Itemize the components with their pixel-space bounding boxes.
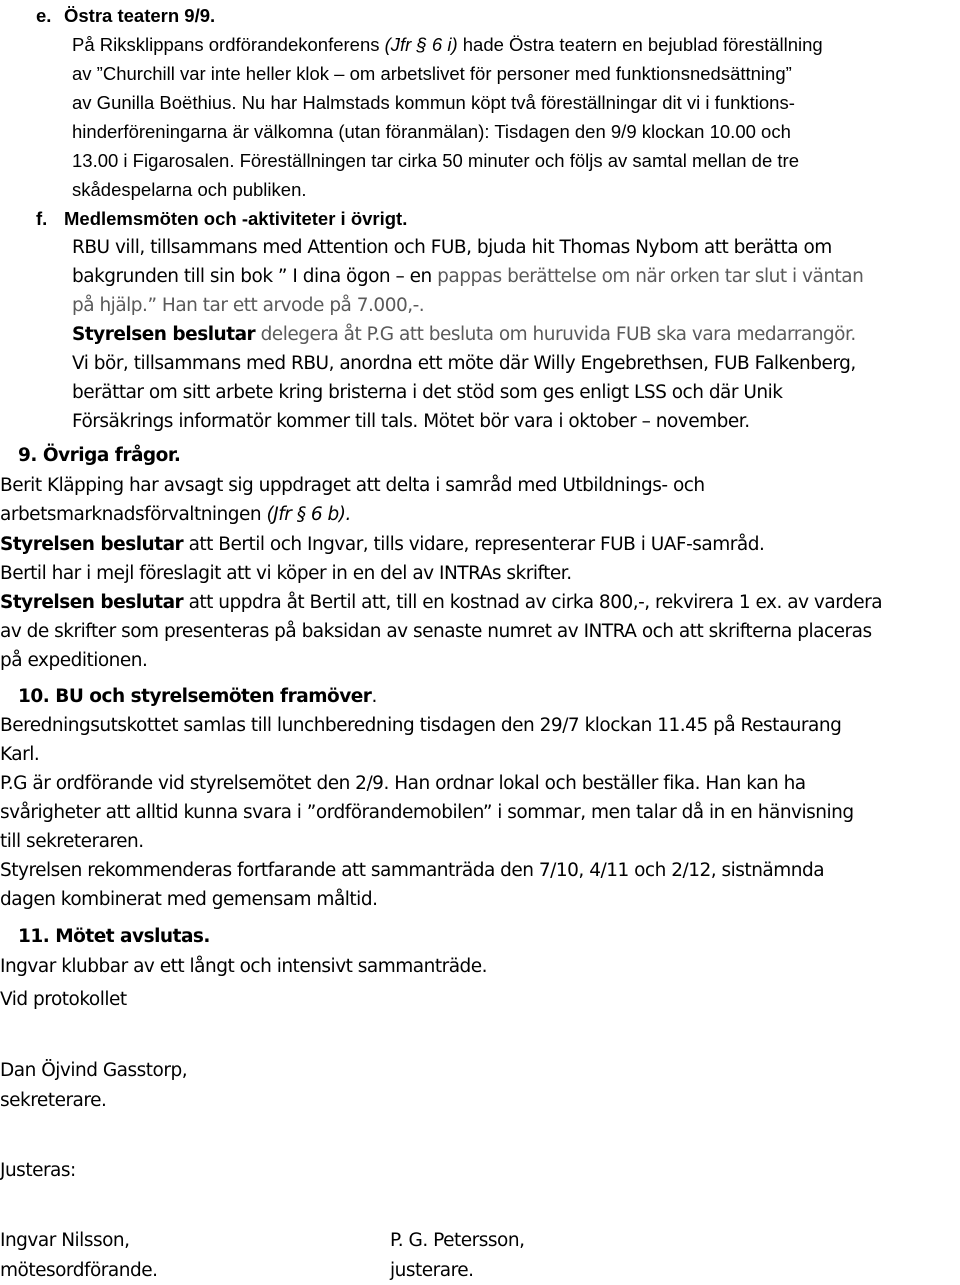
justeras-label: Justeras: (0, 1160, 76, 1181)
item-f-text: bakgrunden till sin bok ” I dina ögon – en (72, 266, 438, 287)
item-e-line-6: skådespelarna och publiken. (72, 179, 307, 200)
section-9-line-4: Bertil har i mejl föreslagit att vi köper in en del av INTRAs skrifter. (0, 563, 572, 584)
item-f-heading (36, 207, 407, 231)
item-f-text-grey: på hjälp. (72, 295, 148, 316)
item-f-marker: f. (36, 208, 48, 229)
section-9-heading (0, 444, 180, 468)
section-11-line-1: Ingvar klubbar av ett långt och intensivt sammanträde. (0, 956, 488, 977)
item-f-text-grey: delegera åt P.G att besluta om huruvida FUB ska vara medarrangör. (255, 324, 856, 345)
section-9-text: att uppdra åt Bertil att, till en kostnad av cirka 800,-, rekvirera 1 ex. av vardera (183, 592, 883, 613)
item-e-marker: e. (36, 5, 52, 26)
item-f-line-6: berättar om sitt arbete kring bristerna i det stöd som ges enligt LSS och där Unik (72, 382, 783, 403)
section-9-text: arbetsmarknadsförvaltningen (0, 504, 267, 525)
section-10-line-5: till sekreteraren. (0, 831, 144, 852)
item-f-line-3 (72, 294, 424, 318)
section-9-line-7: på expeditionen. (0, 650, 148, 671)
item-e-line-4: hinderföreningarna är välkomna (utan föranmälan): Tisdagen den 9/9 klockan 10.00 och (72, 121, 791, 142)
adjuster-role: justerare. (390, 1260, 474, 1281)
item-f-line-4 (72, 323, 856, 347)
section-10-title: BU och styrelsemöten framöver (55, 686, 372, 707)
decision-label: Styrelsen beslutar (72, 324, 256, 345)
item-e-text: På Riksklippans ordförandekonferens (72, 34, 385, 55)
section-10-line-4: svårigheter att alltid kunna svara i ”ordförandemobilen” i sommar, men talar då in en hänvisning (0, 802, 854, 823)
item-e-line-5: 13.00 i Figarosalen. Föreställningen tar cirka 50 minuter och följs av samtal mellan de tre (72, 150, 799, 171)
item-f-line-1: RBU vill, tillsammans med Attention och FUB, bjuda hit Thomas Nybom att berätta om (72, 237, 832, 258)
vid-protokollet: Vid protokollet (0, 989, 127, 1010)
item-f-text-grey: ” Han tar ett arvode på 7.000,-. (147, 295, 425, 316)
section-9-title: Övriga frågor. (42, 445, 181, 466)
item-e-text: hade Östra teatern en bejublad föreställning (457, 34, 823, 55)
section-10-line-2: Karl. (0, 744, 40, 765)
section-10-heading (0, 685, 377, 709)
section-10-marker: 10. (18, 686, 50, 707)
section-10-line-1: Beredningsutskottet samlas till lunchberedning tisdagen den 29/7 klockan 11.45 på Restaurang (0, 715, 842, 736)
section-10-line-7: dagen kombinerat med gemensam måltid. (0, 889, 378, 910)
section-9-text: att Bertil och Ingvar, tills vidare, representerar FUB i UAF-samråd. (183, 534, 765, 555)
item-e-line-2: av ”Churchill var inte heller klok – om arbetslivet för personer med funktionsnedsättning” (72, 63, 792, 84)
section-10-line-6: Styrelsen rekommenderas fortfarande att sammanträda den 7/10, 4/11 och 2/12, sistnämnda (0, 860, 825, 881)
item-e-heading (36, 4, 215, 28)
decision-label: Styrelsen beslutar (0, 534, 184, 555)
section-11-title: Mötet avslutas. (55, 926, 210, 947)
section-11-marker: 11. (18, 926, 50, 947)
section-9-line-2 (0, 503, 351, 527)
section-10-title-end: . (371, 686, 377, 707)
section-11-heading (0, 925, 210, 949)
decision-label: Styrelsen beslutar (0, 592, 184, 613)
section-9-marker: 9. (18, 445, 37, 466)
item-f-title: Medlemsmöten och -aktiviteter i övrigt. (64, 208, 408, 229)
item-e-title: Östra teatern 9/9. (64, 5, 216, 26)
section-9-line-5 (0, 591, 882, 615)
section-9-reference: (Jfr § 6 b). (266, 504, 351, 525)
item-e-reference: (Jfr § 6 i) (384, 34, 458, 55)
item-e-line-3: av Gunilla Boëthius. Nu har Halmstads kommun köpt två föreställningar dit vi i funktions- (72, 92, 795, 113)
adjuster-name: P. G. Petersson, (390, 1230, 525, 1251)
item-f-text-grey: pappas berättelse om när orken tar slut i väntan (437, 266, 864, 287)
chair-name: Ingvar Nilsson, (0, 1230, 130, 1251)
item-e-line-1 (72, 33, 823, 57)
chair-role: mötesordförande. (0, 1260, 158, 1281)
section-9-line-6: av de skrifter som presenteras på baksidan av senaste numret av INTRA och att skrifterna placeras (0, 621, 872, 642)
section-9-line-1: Berit Kläpping har avsagt sig uppdraget att delta i samråd med Utbildnings- och (0, 475, 705, 496)
item-f-line-2 (72, 265, 863, 289)
secretary-name: Dan Öjvind Gasstorp, (0, 1060, 188, 1081)
section-9-line-3 (0, 533, 764, 557)
secretary-role: sekreterare. (0, 1090, 107, 1111)
section-10-line-3: P.G är ordförande vid styrelsemötet den 2/9. Han ordnar lokal och beställer fika. Han kan ha (0, 773, 806, 794)
item-f-line-5: Vi bör, tillsammans med RBU, anordna ett möte där Willy Engebrethsen, FUB Falkenberg, (72, 353, 856, 374)
item-f-line-7: Försäkrings informatör kommer till tals. Mötet bör vara i oktober – november. (72, 411, 750, 432)
